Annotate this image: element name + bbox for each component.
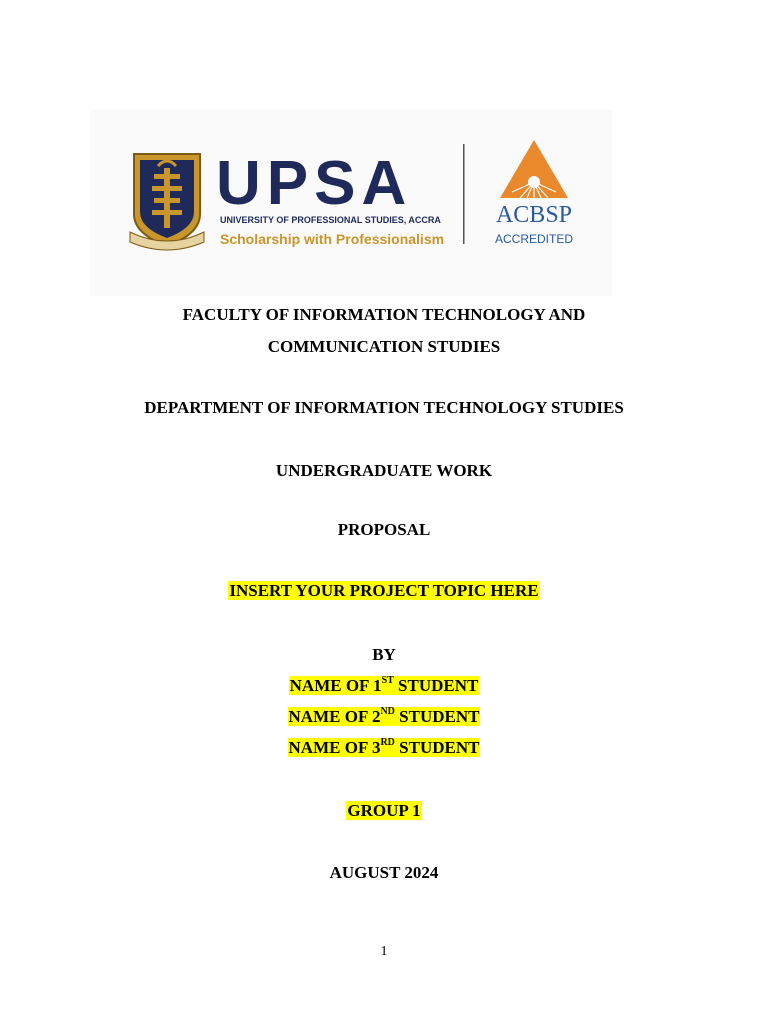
student-name-2: NAME OF 2ND STUDENT [288, 706, 480, 726]
university-motto: Scholarship with Professionalism [220, 231, 445, 247]
university-full-name: UNIVERSITY OF PROFESSIONAL STUDIES, ACCRA [220, 215, 441, 225]
faculty-line-1: FACULTY OF INFORMATION TECHNOLOGY AND [182, 305, 586, 324]
accreditation-status: ACCREDITED [494, 232, 574, 246]
work-type: UNDERGRADUATE WORK [275, 461, 493, 480]
group-label [0, 801, 768, 821]
upsa-crest-icon [130, 154, 204, 250]
by-label: BY [372, 645, 396, 664]
submission-date: AUGUST 2024 [329, 863, 439, 882]
acbsp-name: ACBSP [495, 202, 573, 228]
student-name-1: NAME OF 1ST STUDENT [289, 675, 479, 695]
project-topic [0, 581, 768, 601]
student-name-3: NAME OF 3RD STUDENT [288, 737, 480, 757]
university-logo-banner [90, 110, 612, 296]
upsa-acbsp-logo [90, 110, 612, 296]
document-type: PROPOSAL [337, 520, 431, 539]
page-number: 1 [380, 944, 388, 959]
project-topic-placeholder: INSERT YOUR PROJECT TOPIC HERE [229, 581, 539, 600]
group-name: GROUP 1 [347, 801, 421, 820]
acbsp-triangle-icon [500, 140, 568, 198]
faculty-line-2: COMMUNICATION STUDIES [267, 337, 501, 356]
department-name: DEPARTMENT OF INFORMATION TECHNOLOGY STUDIES [144, 398, 624, 417]
upsa-wordmark: UPSA [216, 149, 413, 218]
